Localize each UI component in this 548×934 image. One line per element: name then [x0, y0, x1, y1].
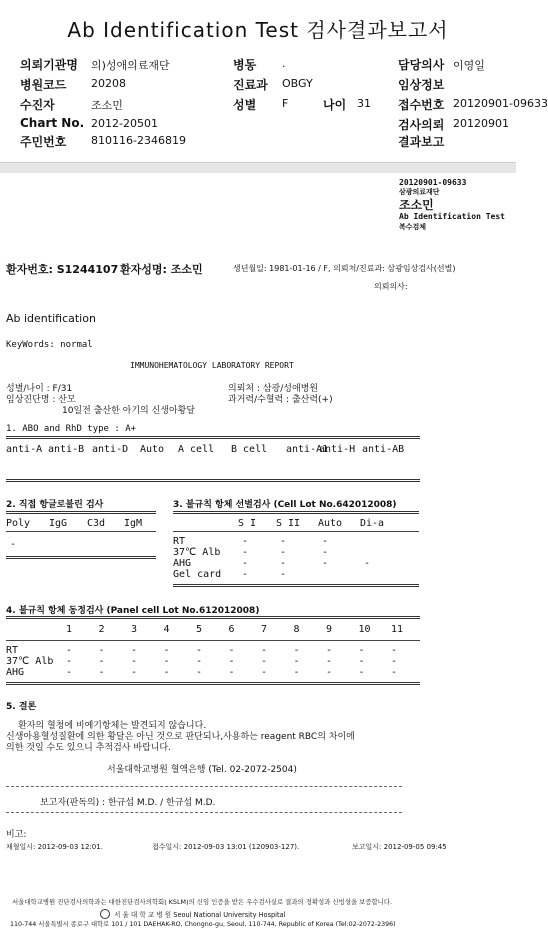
conclusion-line-3: 의한 것일 수도 있으니 추적검사 바랍니다. — [6, 743, 171, 753]
value-age: 31 — [357, 97, 371, 110]
label-specimen-note: 복수검체 — [399, 223, 427, 231]
blood-bank: 서울대학교병원 혈액은행 (Tel. 02-2072-2504) — [107, 765, 297, 775]
value-sex: F — [282, 97, 289, 110]
patient-id: 환자번호: S1244107 — [6, 263, 119, 276]
reported-time: 보고일시: 2012-09-05 09:45 — [352, 843, 447, 851]
rule — [6, 640, 420, 641]
abo-header-cell: anti-H — [319, 444, 356, 455]
panel-header-cell: 1 — [66, 624, 73, 635]
label-age: 나이 — [323, 98, 347, 112]
screen-phase-label: 37℃ Alb — [173, 547, 221, 558]
remark-label: 비고: — [6, 830, 27, 840]
panel-result-cell: - — [163, 645, 170, 656]
label-institution: 의뢰기관명 — [20, 58, 78, 72]
panel-result-cell: - — [358, 656, 365, 667]
label-result-report: 결과보고 — [398, 135, 445, 149]
abo-header-cell: anti-A — [6, 444, 43, 455]
panel-result-cell: - — [358, 645, 365, 656]
abo-header-cell: A cell — [178, 444, 215, 455]
footer-hospital — [100, 909, 285, 919]
screen-phase-label: RT — [173, 536, 186, 547]
panel-result-cell: - — [261, 667, 268, 678]
screen-heading: 3. 불규칙 항체 선별검사 (Cell Lot No.642012008) — [173, 500, 397, 510]
dashed-rule — [6, 812, 402, 813]
dat-header-cell: C3d — [87, 518, 106, 529]
panel-header-cell: 5 — [196, 624, 203, 635]
conclusion-line-1: 환자의 혈청에 비예기항체는 발견되지 않습니다. — [18, 721, 207, 731]
panel-header-cell: 9 — [326, 624, 333, 635]
rule — [6, 531, 156, 532]
panel-result-cell: - — [131, 667, 138, 678]
reporter: 보고자(판독의) : 한규섭 M.D. / 한규섭 M.D. — [40, 798, 216, 808]
value-patient: 조소민 — [91, 99, 123, 112]
label-patient-name: 조소민 — [399, 198, 434, 212]
panel-header-cell: 8 — [293, 624, 300, 635]
panel-result-cell: - — [326, 656, 333, 667]
double-rule — [6, 556, 156, 559]
panel-result-cell: - — [66, 667, 73, 678]
panel-result-cell: - — [261, 645, 268, 656]
clinical-diagnosis-detail: 10일전 출산한 아기의 신생아황달 — [62, 406, 196, 416]
label-sex: 성별 — [233, 98, 257, 112]
panel-result-cell: - — [293, 656, 300, 667]
report-title: Ab Identification Test 검사결과보고서 — [67, 18, 449, 42]
abo-header-cell: anti-D — [92, 444, 129, 455]
label-chart-no: Chart No. — [20, 116, 85, 130]
double-rule — [6, 511, 156, 514]
panel-result-cell: - — [66, 645, 73, 656]
panel-header-cell: 3 — [131, 624, 138, 635]
label-accession-no: 접수번호 — [398, 98, 445, 112]
label-ward: 병동 — [233, 58, 257, 72]
panel-header-cell: 11 — [391, 624, 404, 635]
referring-doctor: 의뢰의사: — [374, 282, 408, 291]
screen-result-cell: - — [322, 547, 329, 558]
double-rule — [173, 584, 419, 587]
dat-heading: 2. 직접 항글로불린 검사 — [6, 500, 104, 510]
panel-heading: 4. 불규칙 항체 동정검사 (Panel cell Lot No.612012008) — [6, 606, 260, 616]
label-clinical-info: 임상정보 — [398, 78, 445, 92]
keywords: KeyWords: normal — [6, 340, 93, 350]
value-department: OBGY — [282, 77, 313, 90]
value-resident-no: 810116-2346819 — [91, 134, 186, 147]
abo-header-cell: Auto — [140, 444, 165, 455]
panel-phase-label: AHG — [6, 667, 25, 678]
conclusion-heading: 5. 결론 — [6, 702, 37, 712]
panel-result-cell: - — [293, 667, 300, 678]
referral: 의뢰처 : 삼광/성애병원 — [228, 384, 319, 394]
panel-result-cell: - — [391, 656, 398, 667]
conclusion-line-2: 신생아용혈성질환에 의한 황달은 아닌 것으로 판단되나,사용하는 reagent RBC의 차이에 — [6, 732, 355, 742]
screen-result-cell: - — [322, 558, 329, 569]
screen-header-cell: S II — [276, 518, 301, 529]
screen-result-cell: - — [280, 547, 287, 558]
panel-result-cell: - — [98, 667, 105, 678]
screen-phase-label: AHG — [173, 558, 192, 569]
value-doctor: 이영일 — [453, 59, 485, 72]
panel-header-cell: 4 — [163, 624, 170, 635]
screen-phase-label: Gel card — [173, 569, 222, 580]
screen-result-cell: - — [280, 558, 287, 569]
panel-result-cell: - — [131, 645, 138, 656]
panel-result-cell: - — [196, 656, 203, 667]
footer-accreditation: 서울대학교병원 진단검사의학과는 대한진단검사의학회( KSLM)의 신임 인증을 받은 우수검사실로 결과의 정확성과 신빙성을 보증합니다. — [12, 898, 393, 906]
panel-result-cell: - — [196, 667, 203, 678]
panel-result-cell: - — [66, 656, 73, 667]
dat-header-cell: IgM — [124, 518, 143, 529]
footer-address: 110-744 서울특별시 종로구 대학로 101 / 101 DAEHAK-RO, Chongno-gu, Seoul, 110-744, Republic of Korea (Tel:02-2072-2396) — [10, 921, 396, 928]
history: 과거력/수혈력 : 출산력(+) — [228, 395, 333, 405]
abo-header-cell: anti-B — [48, 444, 85, 455]
abo-rhd-heading: 1. ABO and RhD type : A+ — [6, 424, 137, 434]
panel-result-cell: - — [326, 667, 333, 678]
label-institution: 삼광의료재단 — [399, 188, 440, 196]
lab-report-title: IMMUNOHEMATOLOGY LABORATORY REPORT — [130, 361, 294, 370]
value-ward: . — [282, 57, 286, 70]
panel-result-cell: - — [391, 667, 398, 678]
screen-result-cell: - — [364, 558, 371, 569]
label-hospital-code: 병원코드 — [20, 78, 67, 92]
value-accession-no: 20120901-09633 — [453, 97, 548, 110]
label-test-name: Ab Identification Test — [399, 212, 505, 221]
dat-result: - — [10, 539, 17, 550]
dashed-rule — [6, 786, 402, 787]
patient-name: 환자성명: 조소민 — [120, 263, 203, 276]
double-rule — [6, 616, 420, 619]
panel-result-cell: - — [228, 645, 235, 656]
footer-hospital-name: 서 울 대 학 교 병 원 Seoul National University Hospital — [114, 911, 286, 919]
panel-result-cell: - — [293, 645, 300, 656]
sex-age: 성별/나이 : F/31 — [6, 384, 73, 394]
panel-result-cell: - — [228, 656, 235, 667]
value-request-date: 20120901 — [453, 117, 509, 130]
rule — [173, 531, 419, 532]
double-rule — [173, 511, 419, 514]
label-request-date: 검사의뢰 — [398, 118, 445, 132]
double-rule — [6, 479, 420, 482]
patient-info: 생년월일: 1981-01-16 / F, 의뢰처/진료과: 삼광임상검사(선별) — [233, 264, 456, 273]
panel-header-cell: 6 — [228, 624, 235, 635]
panel-result-cell: - — [228, 667, 235, 678]
label-department: 진료과 — [233, 78, 268, 92]
section-title: Ab identification — [6, 312, 96, 325]
screen-result-cell: - — [242, 558, 249, 569]
panel-result-cell: - — [131, 656, 138, 667]
panel-result-cell: - — [358, 667, 365, 678]
panel-result-cell: - — [98, 645, 105, 656]
panel-result-cell: - — [261, 656, 268, 667]
hospital-emblem-icon — [100, 909, 110, 919]
abo-header-cell: B cell — [231, 444, 268, 455]
dat-header-cell: Poly — [6, 518, 31, 529]
screen-header-cell: Auto — [318, 518, 343, 529]
panel-result-cell: - — [98, 656, 105, 667]
clinical-diagnosis: 임상진단명 : 산모 — [6, 395, 76, 405]
label-resident-no: 주민번호 — [20, 135, 67, 149]
value-chart-no: 2012-20501 — [91, 117, 158, 130]
screen-result-cell: - — [322, 536, 329, 547]
screen-result-cell: - — [242, 547, 249, 558]
panel-result-cell: - — [163, 667, 170, 678]
abo-header-cell: anti-A1 — [286, 444, 329, 455]
value-institution: 의)성애의료재단 — [91, 59, 170, 72]
value-hospital-code: 20208 — [91, 77, 126, 90]
panel-result-cell: - — [391, 645, 398, 656]
abo-header-cell: anti-AB — [362, 444, 405, 455]
panel-phase-label: 37℃ Alb — [6, 656, 54, 667]
panel-phase-label: RT — [6, 645, 19, 656]
panel-header-cell: 10 — [358, 624, 371, 635]
collection-time: 채혈일시: 2012-09-03 12:01. — [6, 843, 103, 851]
double-rule — [6, 682, 420, 685]
screen-header-cell: S I — [238, 518, 257, 529]
label-patient: 수진자 — [20, 98, 55, 112]
double-rule — [6, 436, 420, 439]
label-accession: 20120901-09633 — [399, 178, 467, 187]
screen-result-cell: - — [242, 536, 249, 547]
label-doctor: 담당의사 — [398, 58, 445, 72]
screen-result-cell: - — [242, 569, 249, 580]
panel-result-cell: - — [326, 645, 333, 656]
panel-header-cell: 2 — [98, 624, 105, 635]
dat-header-cell: IgG — [49, 518, 68, 529]
screen-result-cell: - — [280, 569, 287, 580]
panel-header-cell: 7 — [261, 624, 268, 635]
scan-divider-strip — [0, 162, 516, 173]
panel-result-cell: - — [163, 656, 170, 667]
screen-header-cell: Di-a — [360, 518, 385, 529]
panel-result-cell: - — [196, 645, 203, 656]
screen-result-cell: - — [280, 536, 287, 547]
received-time: 접수일시: 2012-09-03 13:01 (120903-127). — [152, 843, 300, 851]
